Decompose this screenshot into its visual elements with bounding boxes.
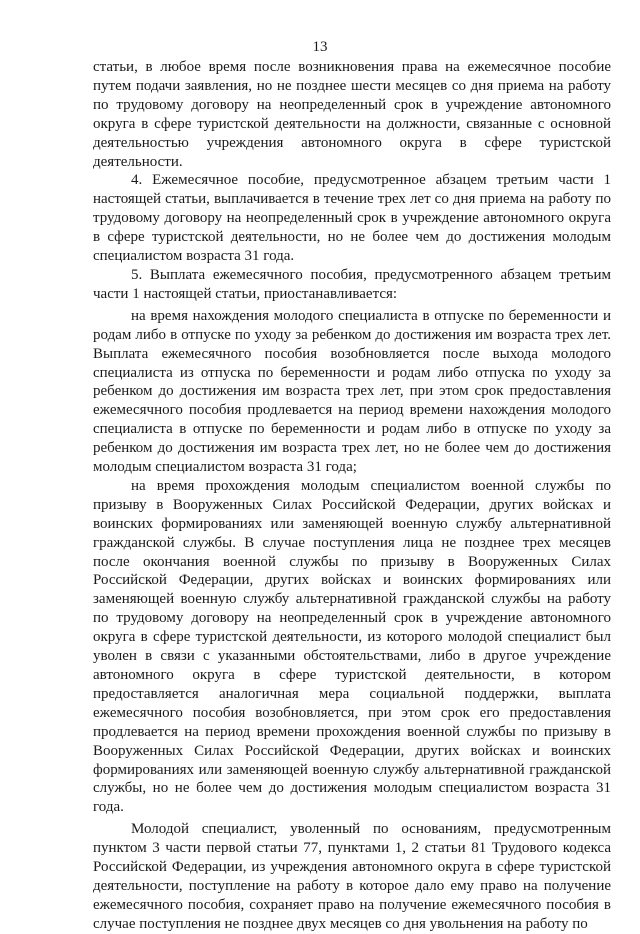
document-body	[93, 58, 611, 934]
paragraph-item-5: 5. Выплата ежемесячного пособия, предусмотренного абзацем третьим части 1 настоящей статьи, приостанавливается:	[93, 266, 611, 302]
paragraph-military-service: на время прохождения молодым специалистом военной службы по призыву в Вооруженных Силах Российской Федерации, других войсках и воинских формированиях или заменяющей военную службу альтернативной гражданской службы. В случае поступления лица не позднее трех месяцев после окончания военной службы по призыву в Вооруженных Силах Российской Федерации, других войсках и воинских формированиях или заменяющей военную службу альтернативной гражданской службы на работу по трудовому договору на неопределенный срок в учреждение автономного округа в сфере туристской деятельности, из которого молодой специалист был уволен в связи с указанными обстоятельствами, либо в другое учреждение автономного округа в сфере туристской деятельности, в котором предоставляется аналогичная мера социальной поддержки, выплата ежемесячного пособия возобновляется, при этом срок его предоставления продлевается на период времени прохождения военной службы по призыву в Вооруженных Силах Российской Федерации, других войсках и воинских формированиях или заменяющей военную службу альтернативной гражданской службы, но не более чем до достижения молодым специалистом возраста 31 года.	[93, 477, 611, 816]
paragraph-continuation: статьи, в любое время после возникновения права на ежемесячное пособие путем подачи заявления, но не позднее шести месяцев со дня приема на работу по трудовому договору на неопределенный срок в учреждение автономного округа в сфере туристской деятельности на должности, связанные с основной деятельностью учреждения автономного округа в сфере туристской деятельности.	[93, 59, 611, 170]
page-number: 13	[312, 39, 328, 55]
paragraph-dismissed-specialist: Молодой специалист, уволенный по основаниям, предусмотренным пунктом 3 части первой статьи 77, пунктами 1, 2 статьи 81 Трудового кодекса Российской Федерации, из учреждения автономного округа в сфере туристской деятельности, поступление на работу в которое дало ему право на получение ежемесячного пособия, сохраняет право на получение ежемесячного пособия в случае поступления не позднее двух месяцев со дня увольнения на работу по	[93, 821, 611, 932]
paragraph-item-4: 4. Ежемесячное пособие, предусмотренное абзацем третьим части 1 настоящей статьи, выплачивается в течение трех лет со дня приема на работу по трудовому договору на неопределенный срок в учреждение автономного округа в сфере туристской деятельности, но не более чем до достижения молодым специалистом возраста 31 года.	[93, 172, 611, 265]
paragraph-maternity-leave: на время нахождения молодого специалиста в отпуске по беременности и родам либо в отпуске по уходу за ребенком до достижения им возраста трех лет. Выплата ежемесячного пособия возобновляется после выхода молодого специалиста из отпуска по беременности и родам либо отпуска по уходу за ребенком до достижения им возраста трех лет, при этом срок предоставления ежемесячного пособия продлевается на период времени нахождения молодого специалиста в отпуске по беременности и родам либо в отпуске по уходу за ребенком до достижения им возраста трех лет, но не более чем до достижения молодым специалистом возраста 31 года;	[93, 307, 611, 476]
